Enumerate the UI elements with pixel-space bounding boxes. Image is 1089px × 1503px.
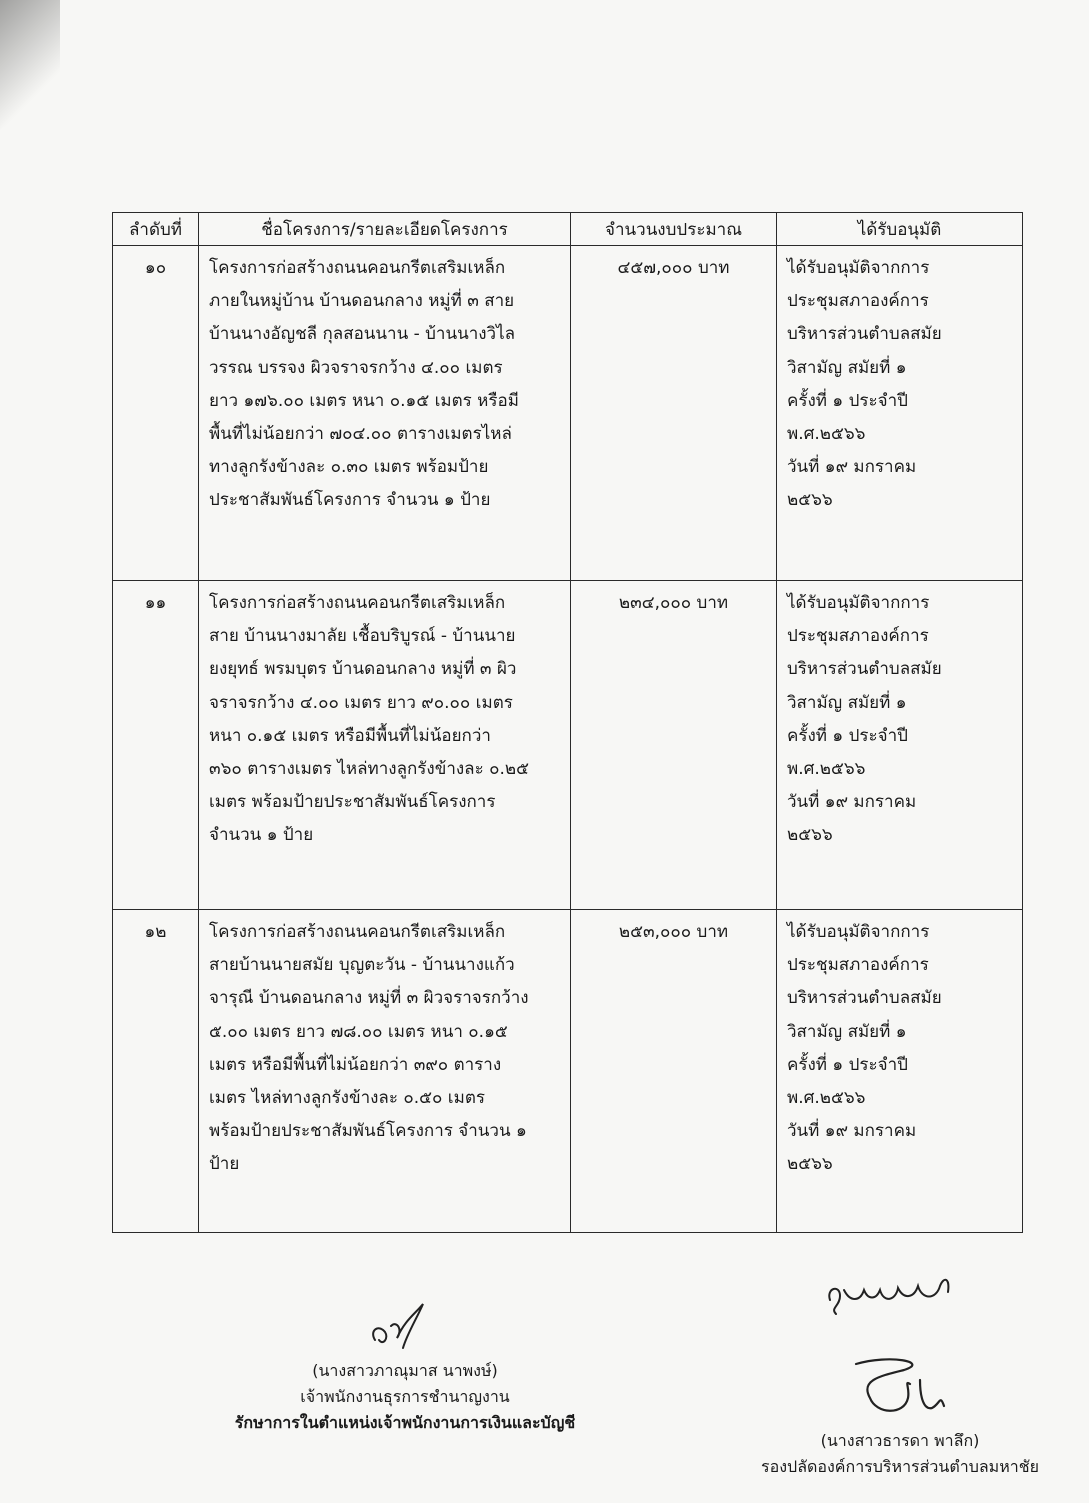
project-details [199,910,571,1233]
details-line: ๓๖๐ ตารางเมตร ไหล่ทางลูกรังข้างละ ๐.๒๕ [209,759,529,780]
table-row [113,246,1023,581]
budget-amount: ๒๕๓,๐๐๐ บาท [571,910,777,1233]
approval-line: วันที่ ๑๙ มกราคม [787,792,917,813]
details-line: พื้นที่ไม่น้อยกว่า ๗๐๔.๐๐ ตารางเมตรไหล่ [209,424,512,445]
details-line: เมตร หรือมีพื้นที่ไม่น้อยกว่า ๓๙๐ ตาราง [209,1054,502,1075]
signature-block-right [720,1260,1080,1480]
signature-block-left [190,1290,620,1436]
handwritten-signature-right [820,1354,980,1424]
approval-line: วิสามัญ สมัยที่ ๑ [787,692,907,713]
page-edge-shadow [0,0,60,160]
header-budget: จำนวนงบประมาณ [571,213,777,246]
approval-line: บริหารส่วนตำบลสมัย [787,988,942,1009]
approval-line: ๒๕๖๖ [787,1154,833,1175]
signer-name-left: (นางสาวภาณุมาส นาพงษ์) [312,1361,498,1380]
table-header-row [113,213,1023,246]
details-line: โครงการก่อสร้างถนนคอนกรีตเสริมเหล็ก [209,922,506,942]
project-details [199,581,571,910]
details-line: เมตร พร้อมป้ายประชาสัมพันธ์โครงการ [209,792,496,813]
approval-line: ครั้งที่ ๑ ประจำปี [787,390,908,411]
approval-line: ประชุมสภาองค์การ [787,955,929,976]
handwritten-signature-left [345,1290,465,1354]
budget-amount: ๒๓๔,๐๐๐ บาท [571,581,777,910]
details-line: ทางลูกรังข้างละ ๐.๓๐ เมตร พร้อมป้าย [209,457,489,478]
signer-acting-position-left: รักษาการในตำแหน่งเจ้าพนักงานการเงินและบัญชี [234,1413,576,1432]
approval-status [777,581,1023,910]
details-line: สายบ้านนายสมัย บุญตะวัน - บ้านนางแก้ว [209,955,515,976]
details-line: วรรณ บรรจง ผิวจราจรกว้าง ๔.๐๐ เมตร [209,357,503,378]
approval-line: บริหารส่วนตำบลสมัย [787,324,942,345]
approval-line: วันที่ ๑๙ มกราคม [787,457,917,478]
row-number: ๑๑ [113,581,199,910]
header-details: ชื่อโครงการ/รายละเอียดโครงการ [199,213,571,246]
budget-amount: ๔๕๗,๐๐๐ บาท [571,246,777,581]
details-line: หนา ๐.๑๕ เมตร หรือมีพื้นที่ไม่น้อยกว่า [209,725,491,746]
approval-line: พ.ศ.๒๕๖๖ [787,1088,866,1109]
header-no: ลำดับที่ [113,213,199,246]
details-line: ๕.๐๐ เมตร ยาว ๗๘.๐๐ เมตร หนา ๐.๑๕ [209,1021,508,1042]
row-number: ๑๐ [113,246,199,581]
details-line: ป้าย [209,1154,240,1175]
approval-status [777,910,1023,1233]
details-line: สาย บ้านนางมาลัย เชื้อบริบูรณ์ - บ้านนาย [209,626,516,647]
row-number: ๑๒ [113,910,199,1233]
approval-line: วิสามัญ สมัยที่ ๑ [787,357,907,378]
details-line: เมตร ไหล่ทางลูกรังข้างละ ๐.๕๐ เมตร [209,1088,485,1109]
details-line: ยงยุทธ์ พรมบุตร บ้านดอนกลาง หมู่ที่ ๓ ผิว [209,659,517,680]
details-line: ยาว ๑๗๖.๐๐ เมตร หนา ๐.๑๕ เมตร หรือมี [209,390,519,411]
approval-line: ๒๕๖๖ [787,825,833,846]
details-line: ประชาสัมพันธ์โครงการ จำนวน ๑ ป้าย [209,490,491,511]
signer-name-right: (นางสาวธารดา พาลึก) [820,1431,980,1450]
approval-line: ๒๕๖๖ [787,490,833,511]
details-line: ภายในหมู่บ้าน บ้านดอนกลาง หมู่ที่ ๓ สาย [209,291,515,312]
approval-line: วันที่ ๑๙ มกราคม [787,1121,917,1142]
project-table [112,212,1023,1233]
handwritten-initials-top [800,1260,1000,1320]
details-line: พร้อมป้ายประชาสัมพันธ์โครงการ จำนวน ๑ [209,1121,527,1142]
approval-status [777,246,1023,581]
project-details [199,246,571,581]
details-line: บ้านนางอัญชลี กุลสอนนาน - บ้านนางวิไล [209,324,516,345]
approval-line: ได้รับอนุมัติจากการ [787,258,930,278]
table-row [113,581,1023,910]
approval-line: บริหารส่วนตำบลสมัย [787,659,942,680]
signer-position-left: เจ้าพนักงานธุรการชำนาญงาน [300,1387,510,1406]
approval-line: ประชุมสภาองค์การ [787,626,929,647]
signer-position-right: รองปลัดองค์การบริหารส่วนตำบลมหาชัย [761,1457,1039,1476]
details-line: จำนวน ๑ ป้าย [209,825,314,846]
approval-line: ได้รับอนุมัติจากการ [787,593,930,613]
approval-line: พ.ศ.๒๕๖๖ [787,759,866,780]
details-line: จราจรกว้าง ๔.๐๐ เมตร ยาว ๙๐.๐๐ เมตร [209,692,513,713]
details-line: จารุณี บ้านดอนกลาง หมู่ที่ ๓ ผิวจราจรกว้าง [209,988,529,1009]
table-row [113,910,1023,1233]
approval-line: พ.ศ.๒๕๖๖ [787,424,866,445]
details-line: โครงการก่อสร้างถนนคอนกรีตเสริมเหล็ก [209,593,506,613]
approval-line: วิสามัญ สมัยที่ ๑ [787,1021,907,1042]
approval-line: ประชุมสภาองค์การ [787,291,929,312]
approval-line: ได้รับอนุมัติจากการ [787,922,930,942]
header-approval: ได้รับอนุมัติ [777,213,1023,246]
details-line: โครงการก่อสร้างถนนคอนกรีตเสริมเหล็ก [209,258,506,278]
approval-line: ครั้งที่ ๑ ประจำปี [787,1054,908,1075]
approval-line: ครั้งที่ ๑ ประจำปี [787,725,908,746]
